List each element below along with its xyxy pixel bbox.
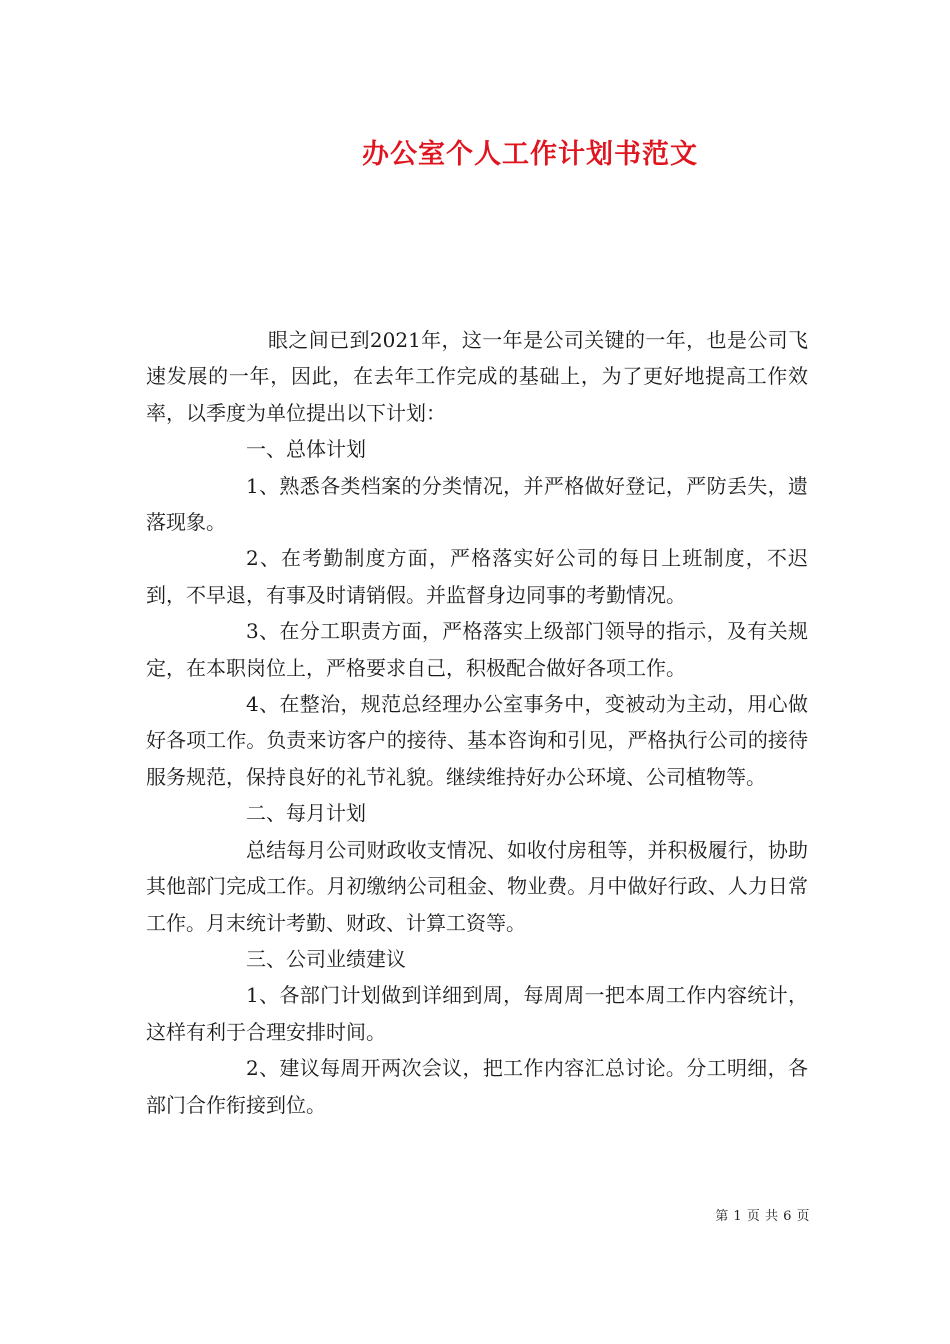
section-heading-suggestions: 三、公司业绩建议 — [246, 946, 406, 971]
document-title: 办公室个人工作计划书范文 — [362, 139, 698, 170]
document-body — [146, 322, 808, 1123]
paragraph-item: 3、在分工职责方面，严格落实上级部门领导的指示，及有关规定，在本职岗位上，严格要求自己，积极配合做好各项工作。 — [146, 619, 808, 680]
page-number: 第 1 页 共 6 页 — [715, 1209, 810, 1224]
paragraph-item: 2、在考勤制度方面，严格落实好公司的每日上班制度，不迟到，不早退，有事及时请销假。并监督身边同事的考勤情况。 — [146, 546, 808, 607]
paragraph-item: 1、各部门计划做到详细到周，每周周一把本周工作内容统计，这样有利于合理安排时间。 — [146, 983, 808, 1044]
section-heading-overall: 一、总体计划 — [246, 437, 366, 462]
section-heading-monthly: 二、每月计划 — [246, 801, 366, 826]
paragraph-item: 4、在整治，规范总经理办公室事务中，变被动为主动，用心做好各项工作。负责来访客户的接待、基本咨询和引见，严格执行公司的接待服务规范，保持良好的礼节礼貌。继续维持好办公环境、公司植物等。 — [146, 692, 808, 789]
paragraph-item: 总结每月公司财政收支情况、如收付房租等，并积极履行，协助其他部门完成工作。月初缴纳公司租金、物业费。月中做好行政、人力日常工作。月末统计考勤、财政、计算工资等。 — [146, 837, 808, 935]
paragraph-intro: 眼之间已到2021年，这一年是公司关键的一年，也是公司飞速发展的一年，因此，在去年工作完成的基础上，为了更好地提高工作效率，以季度为单位提出以下计划： — [146, 328, 808, 425]
paragraph-item: 2、建议每周开两次会议，把工作内容汇总讨论。分工明细，各部门合作衔接到位。 — [146, 1056, 808, 1117]
paragraph-item: 1、熟悉各类档案的分类情况，并严格做好登记，严防丢失，遗落现象。 — [146, 473, 808, 535]
